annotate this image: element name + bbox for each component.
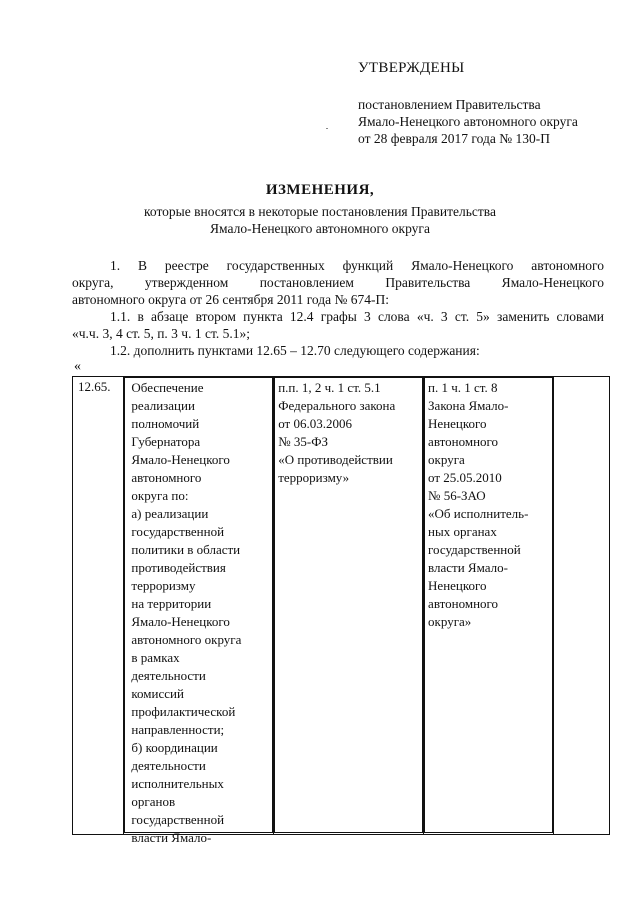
federal-line: Федерального закона [278, 398, 396, 413]
regional-line: от 25.05.2010 [428, 470, 502, 485]
approval-line-3: от 28 февраля 2017 года № 130-П [358, 131, 550, 146]
document-subtitle-line-2: Ямало-Ненецкого автономного округа [210, 221, 430, 236]
federal-line: «О противодействии [278, 452, 393, 467]
row-number: 12.65. [78, 379, 111, 394]
document-title: ИЗМЕНЕНИЯ, [265, 182, 375, 198]
function-line: деятельности [131, 668, 206, 683]
function-line: автономного округа [131, 632, 242, 647]
regional-line: «Об исполнитель- [428, 506, 529, 521]
changes-table [72, 376, 610, 845]
function-line: б) координации [131, 740, 218, 755]
paragraph-1-2: 1.2. дополнить пунктами 12.65 – 12.70 следующего содержания: [110, 343, 480, 358]
regional-basis-cell [424, 377, 554, 835]
function-cell [124, 377, 274, 845]
regional-line: Закона Ямало- [428, 398, 509, 413]
function-line: комиссий [131, 686, 184, 701]
empty-cell [554, 377, 610, 835]
function-line: государственной [131, 812, 225, 827]
function-line: Ямало-Ненецкого [131, 614, 230, 629]
paragraph-1-line-3: автономного округа от 26 сентября 2011 года № 674-П: [72, 292, 389, 307]
regional-line: государственной [428, 542, 521, 557]
paragraph-1-1-line-2: «ч.ч. 3, 4 ст. 5, п. 3 ч. 1 ст. 5.1»; [72, 326, 250, 341]
paragraph-1-line-1: 1. В реестре государственных функций Ямало-Ненецкого автономного [110, 258, 604, 273]
approval-line-2: Ямало-Ненецкого автономного округа [358, 114, 578, 129]
regional-line: ных органах [428, 524, 497, 539]
regional-line: округа» [428, 614, 472, 629]
regional-line: Ненецкого [428, 416, 487, 431]
regional-line: автономного [428, 434, 499, 449]
approval-heading: УТВЕРЖДЕНЫ [358, 60, 465, 76]
regional-line: Ненецкого [428, 578, 487, 593]
row-number-cell [73, 377, 124, 835]
function-line: деятельности [131, 758, 206, 773]
approval-line-1: постановлением Правительства [358, 97, 541, 112]
function-line: политики в области [131, 542, 241, 557]
function-line: автономного [131, 470, 202, 485]
function-line: на территории [131, 596, 212, 611]
function-line: реализации [131, 398, 195, 413]
federal-line: от 06.03.2006 [278, 416, 352, 431]
document-subtitle-line-1: которые вносятся в некоторые постановления Правительства [144, 204, 496, 219]
function-line: профилактической [131, 704, 236, 719]
function-line: Обеспечение [131, 380, 204, 395]
federal-line: терроризму» [278, 470, 350, 485]
function-line: власти Ямало- [131, 830, 212, 845]
function-line: государственной [131, 524, 225, 539]
function-line: Ямало-Ненецкого [131, 452, 230, 467]
function-line: направленности; [131, 722, 225, 737]
federal-basis-cell [274, 377, 424, 835]
function-line: в рамках [131, 650, 180, 665]
function-line: органов [131, 794, 176, 809]
regional-line: автономного [428, 596, 499, 611]
scan-speck [326, 128, 328, 129]
federal-line: п.п. 1, 2 ч. 1 ст. 5.1 [278, 380, 381, 395]
regional-line: округа [428, 452, 465, 467]
table-row [73, 377, 610, 835]
regional-line: власти Ямало- [428, 560, 508, 575]
function-line: терроризму [131, 578, 196, 593]
federal-line: № 35-ФЗ [278, 434, 328, 449]
function-line: а) реализации [131, 506, 209, 521]
function-line: округа по: [131, 488, 189, 503]
function-line: Губернатора [131, 434, 201, 449]
function-text [124, 377, 273, 845]
regional-line: п. 1 ч. 1 ст. 8 [428, 380, 498, 395]
paragraph-1-line-2: округа, утвержденном постановлением Правительства Ямало-Ненецкого [72, 275, 604, 290]
function-line: исполнительных [131, 776, 224, 791]
opening-quote: « [74, 359, 81, 374]
regional-basis-text [424, 377, 553, 833]
regional-line: № 56-ЗАО [428, 488, 486, 503]
paragraph-1-1-line-1: 1.1. в абзаце втором пункта 12.4 графы 3 слова «ч. 3 ст. 5» заменить словами [110, 309, 604, 324]
federal-basis-text [274, 377, 423, 833]
function-line: противодействия [131, 560, 226, 575]
function-line: полномочий [131, 416, 200, 431]
